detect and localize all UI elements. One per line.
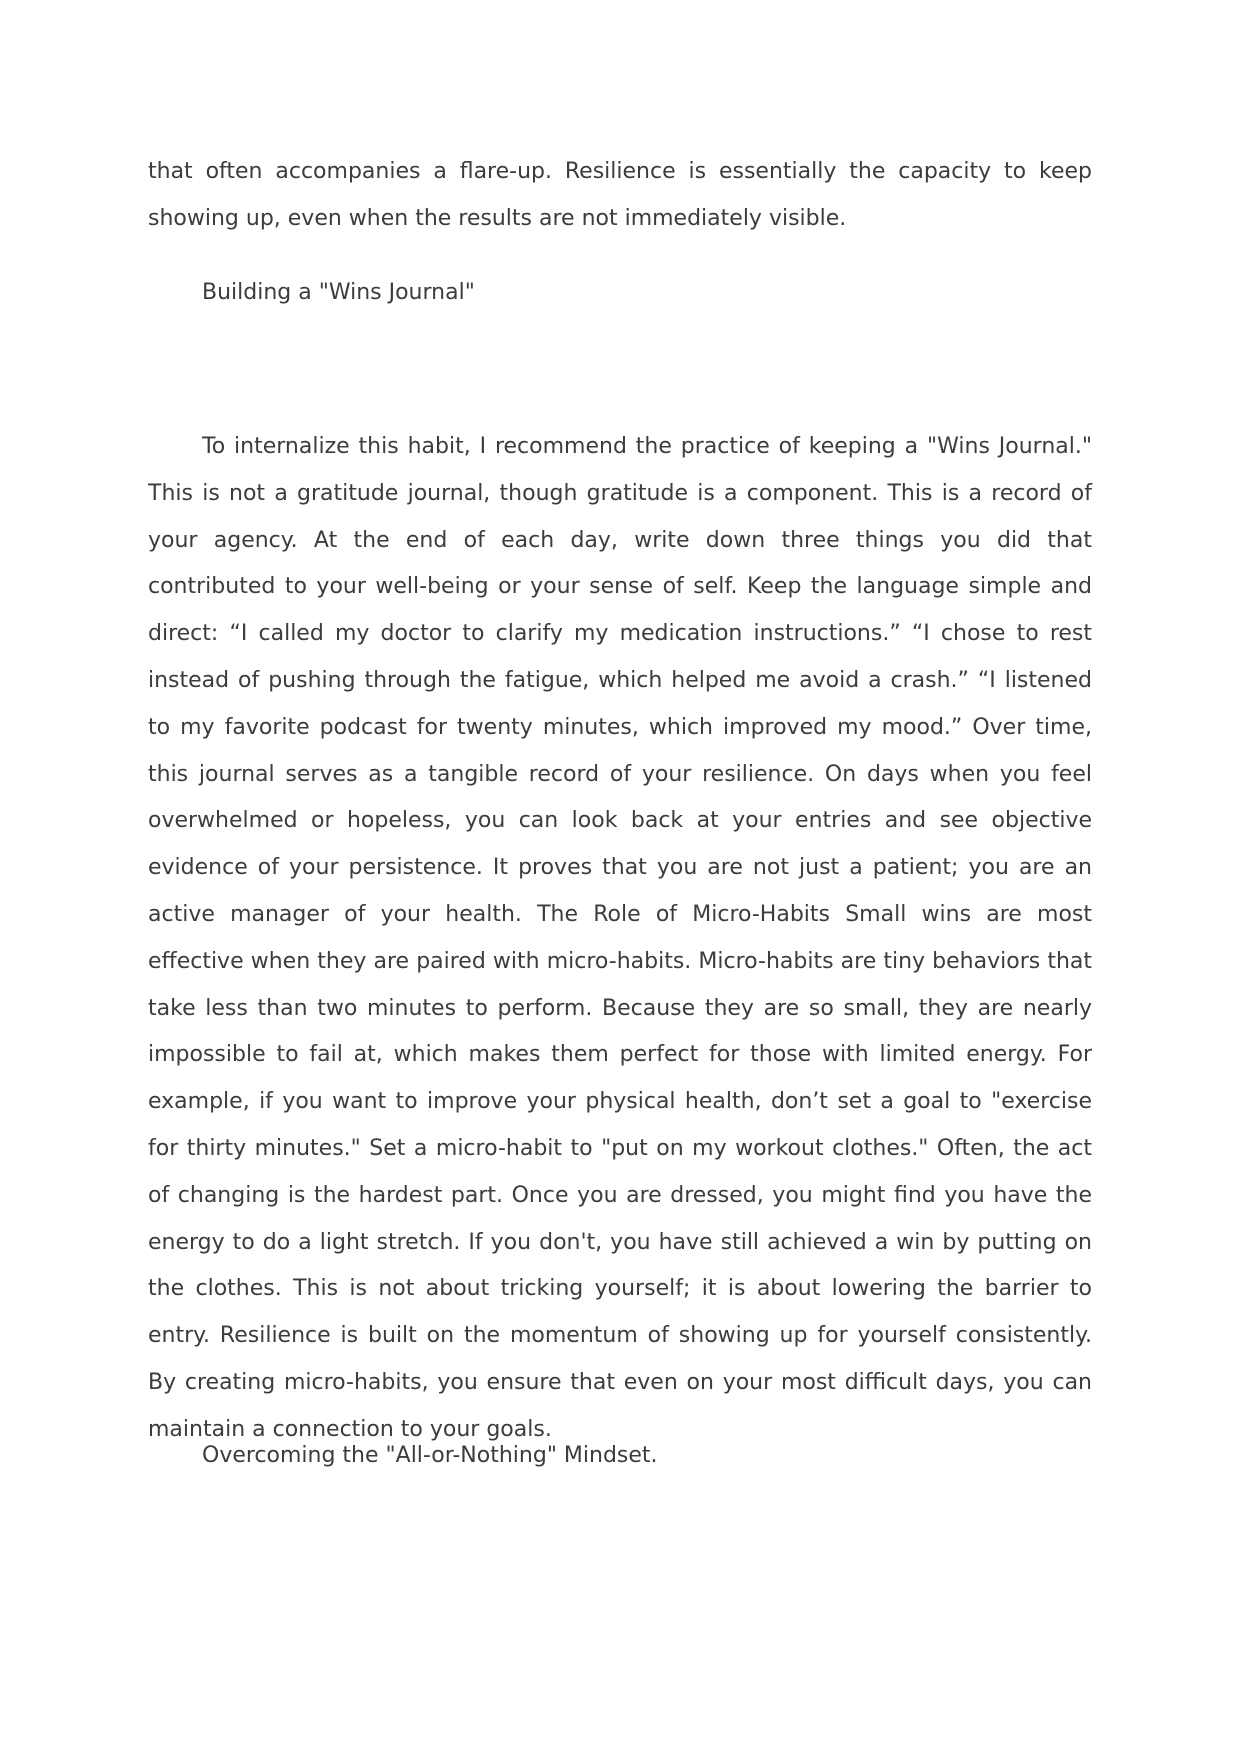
section-heading-all-or-nothing: Overcoming the "All-or-Nothing" Mindset. [202,1443,658,1468]
section-heading-wins-journal: Building a "Wins Journal" [202,280,475,305]
paragraph-continued: that often accompanies a flare-up. Resilience is essentially the capacity to keep showing up, even when the results are not immediately visible. [148,159,1092,231]
paragraph-wins-journal: To internalize this habit, I recommend the practice of keeping a "Wins Journal." This is not a gratitude journal, though gratitude is a component. This is a record of your agency. At the end of each day, write down three things you did that contributed to your well-being or your sense of self. Keep the language simple and direct: “I called my doctor to clarify my medication instructions.” “I chose to rest instead of pushing through the fatigue, which helped me avoid a crash.” “I listened to my favorite podcast for twenty minutes, which improved my mood.” Over time, this journal serves as a tangible record of your resilience. On days when you feel overwhelmed or hopeless, you can look back at your entries and see objective evidence of your persistence. It proves that you are not just a patient; you are an active manager of your health. The Role of Micro-Habits Small wins are most effective when they are paired with micro-habits. Micro-habits are tiny behaviors that take less than two minutes to perform. Because they are so small, they are nearly impossible to fail at, which makes them perfect for those with limited energy. For example, if you want to improve your physical health, don’t set a goal to "exercise for thirty minutes." Set a micro-habit to "put on my workout clothes." Often, the act of changing is the hardest part. Once you are dressed, you might find you have the energy to do a light stretch. If you don't, you have still achieved a win by putting on the clothes. This is not about tricking yourself; it is about lowering the barrier to entry. Resilience is built on the momentum of showing up for yourself consistently. By creating micro-habits, you ensure that even on your most difficult days, you can maintain a connection to your goals. [148,434,1092,1442]
